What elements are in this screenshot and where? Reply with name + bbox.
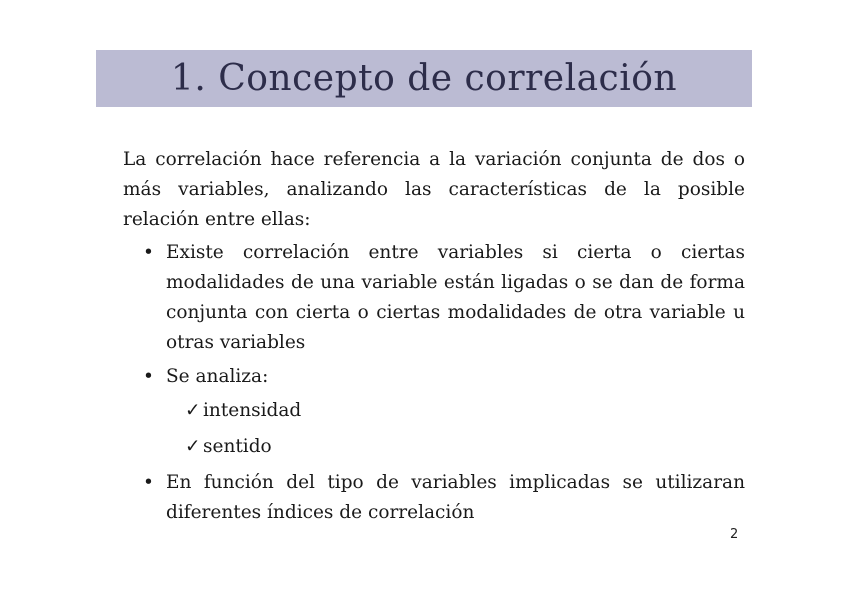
check-item xyxy=(123,396,745,426)
intro-paragraph: La correlación hace referencia a la variación conjunta de dos o más variables, analizando las características de la posible relación entre ellas: xyxy=(123,149,745,230)
bullet-item xyxy=(123,362,745,392)
bullet-text: En función del tipo de variables implicadas se utilizaran diferentes índices de correlación xyxy=(166,472,745,523)
checkmark-icon: ✓ xyxy=(185,436,201,457)
slide-body xyxy=(123,145,745,532)
bullet-text: Se analiza: xyxy=(166,366,269,387)
check-text: sentido xyxy=(203,436,272,457)
check-text: intensidad xyxy=(203,400,302,421)
title-banner xyxy=(96,50,752,107)
bullet-dot-icon: • xyxy=(143,472,154,493)
bullet-item xyxy=(123,468,745,528)
checkmark-icon: ✓ xyxy=(185,400,201,421)
bullet-dot-icon: • xyxy=(143,366,154,387)
slide-title: 1. Concepto de correlación xyxy=(170,58,678,99)
page-number: 2 xyxy=(730,527,739,542)
bullet-dot-icon: • xyxy=(143,242,154,263)
check-item xyxy=(123,432,745,462)
bullet-text: Existe correlación entre variables si cierta o ciertas modalidades de una variable están ligadas o se dan de forma conjunta con cierta o ciertas modalidades de otra variable u otras variables xyxy=(166,242,745,353)
bullet-item xyxy=(123,238,745,358)
